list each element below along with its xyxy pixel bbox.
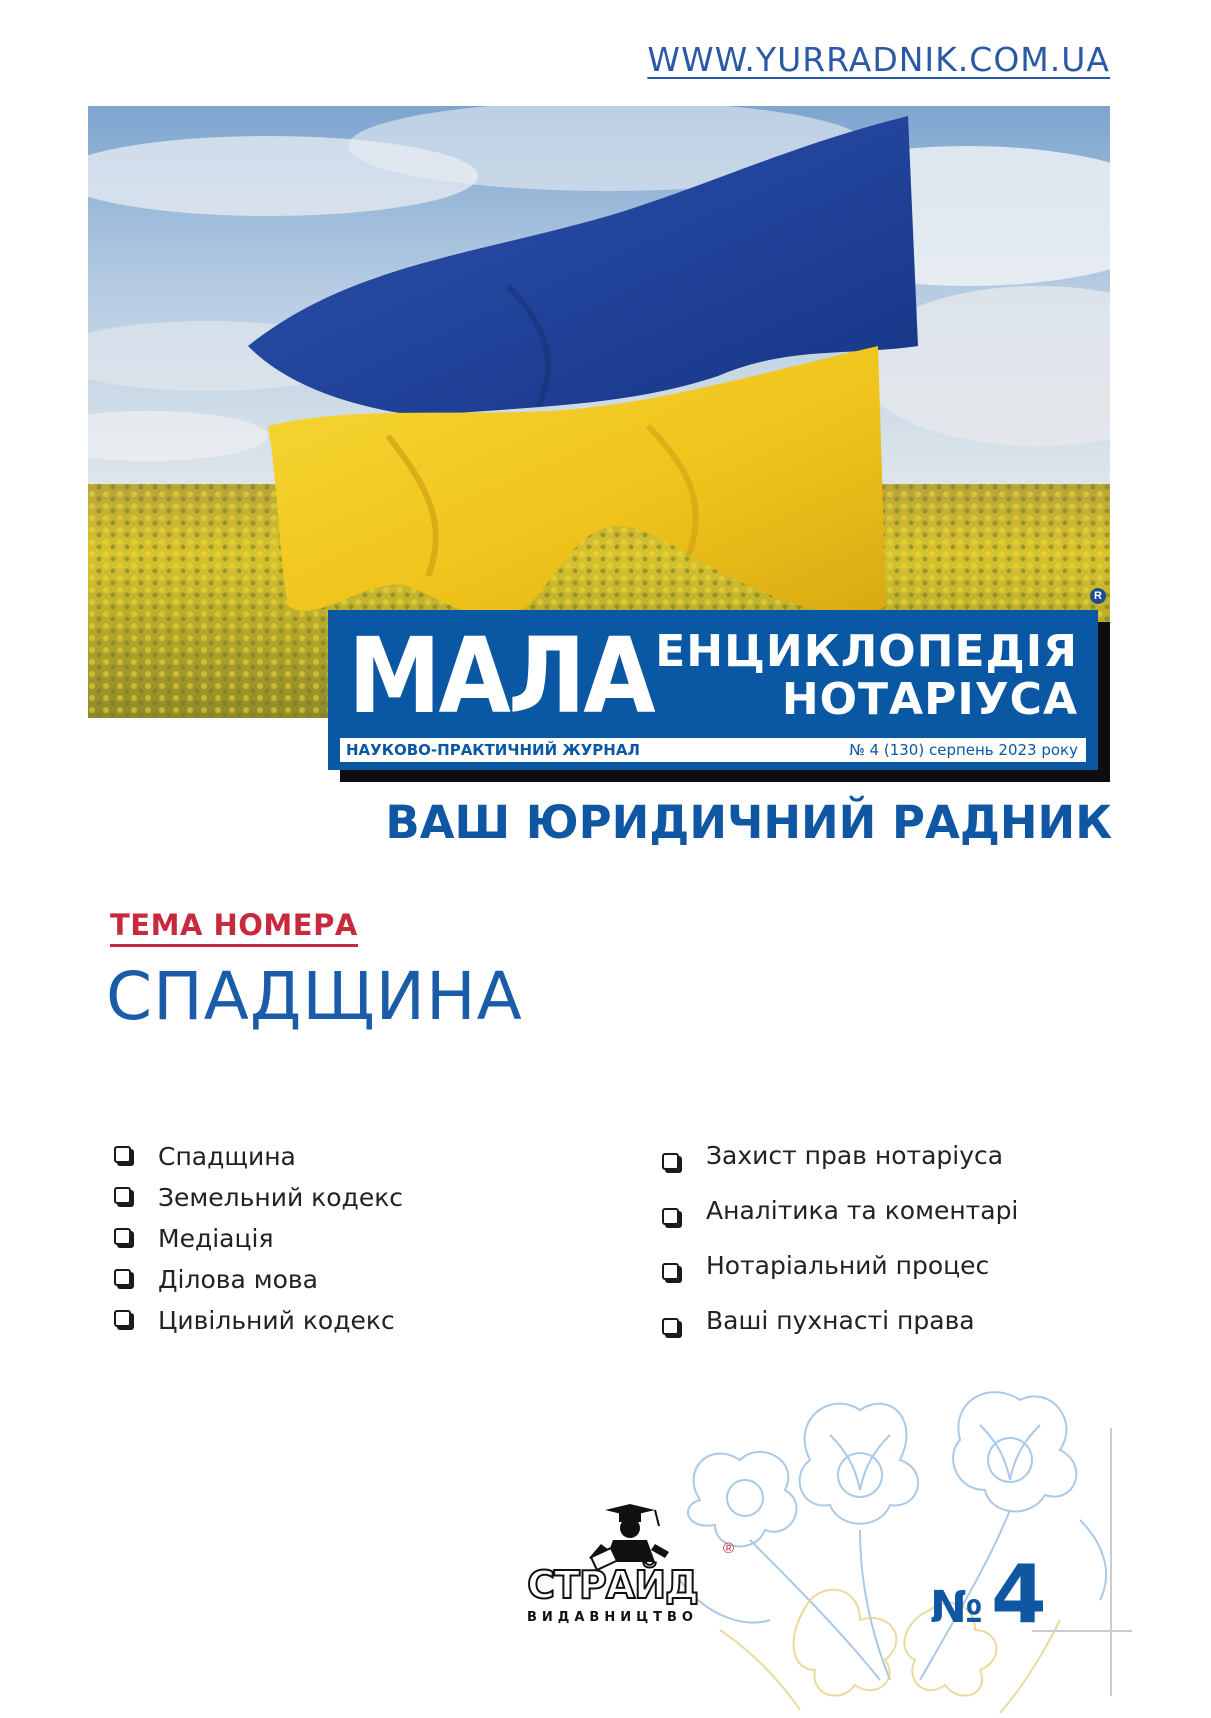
masthead-subtitle: НАУКОВО-ПРАКТИЧНИЙ ЖУРНАЛ	[346, 741, 640, 759]
list-item: Цивільний кодекс	[110, 1300, 403, 1341]
registered-mark-icon: R	[1090, 588, 1106, 604]
masthead-title-line1: ЕНЦИКЛОПЕДІЯ	[655, 626, 1078, 677]
theme-label: ТЕМА НОМЕРА	[110, 908, 358, 947]
masthead-issue-info: № 4 (130) серпень 2023 року	[849, 741, 1078, 759]
checkbox-bullet-icon	[662, 1153, 679, 1170]
publisher-subtitle: ВИДАВНИЦТВО	[527, 1610, 698, 1625]
list-item: Ваші пухнасті права	[658, 1301, 1018, 1356]
list-item: Ділова мова	[110, 1259, 403, 1300]
checkbox-bullet-icon	[114, 1146, 131, 1163]
list-item: Медіація	[110, 1218, 403, 1259]
masthead-info-bar	[340, 738, 1086, 762]
checkbox-bullet-icon	[114, 1228, 131, 1245]
topics-list-right	[658, 1136, 1018, 1356]
issue-number-value: 4	[990, 1548, 1047, 1641]
publisher-name: СТРАЙД	[527, 1563, 698, 1607]
publisher-logo	[505, 1500, 745, 1700]
issue-symbol: №	[930, 1582, 983, 1633]
masthead	[328, 610, 1098, 770]
slogan: ВАШ ЮРИДИЧНИЙ РАДНИК	[385, 796, 1112, 849]
masthead-title-right	[655, 628, 1078, 724]
theme-title: СПАДЩИНА	[106, 958, 523, 1035]
topics-list-left	[110, 1136, 403, 1341]
masthead-title-big: МАЛА	[348, 615, 653, 737]
checkbox-bullet-icon	[114, 1187, 131, 1204]
list-item: Аналітика та коментарі	[658, 1191, 1018, 1246]
list-item: Спадщина	[110, 1136, 403, 1177]
graduate-figure-icon	[589, 1504, 669, 1570]
decorative-vertical-line	[1110, 1428, 1112, 1696]
issue-number	[930, 1548, 1047, 1641]
checkbox-bullet-icon	[662, 1208, 679, 1225]
checkbox-bullet-icon	[662, 1318, 679, 1335]
list-item: Земельний кодекс	[110, 1177, 403, 1218]
publisher-registered-icon: ®	[723, 1540, 735, 1557]
decorative-horizontal-line	[1032, 1630, 1132, 1632]
checkbox-bullet-icon	[114, 1269, 131, 1286]
website-url[interactable]: WWW.YURRADNIK.COM.UA	[647, 40, 1110, 79]
list-item: Захист прав нотаріуса	[658, 1136, 1018, 1191]
masthead-title-line2: НОТАРІУСА	[781, 674, 1078, 725]
list-item: Нотаріальний процес	[658, 1246, 1018, 1301]
checkbox-bullet-icon	[114, 1310, 131, 1327]
checkbox-bullet-icon	[662, 1263, 679, 1280]
